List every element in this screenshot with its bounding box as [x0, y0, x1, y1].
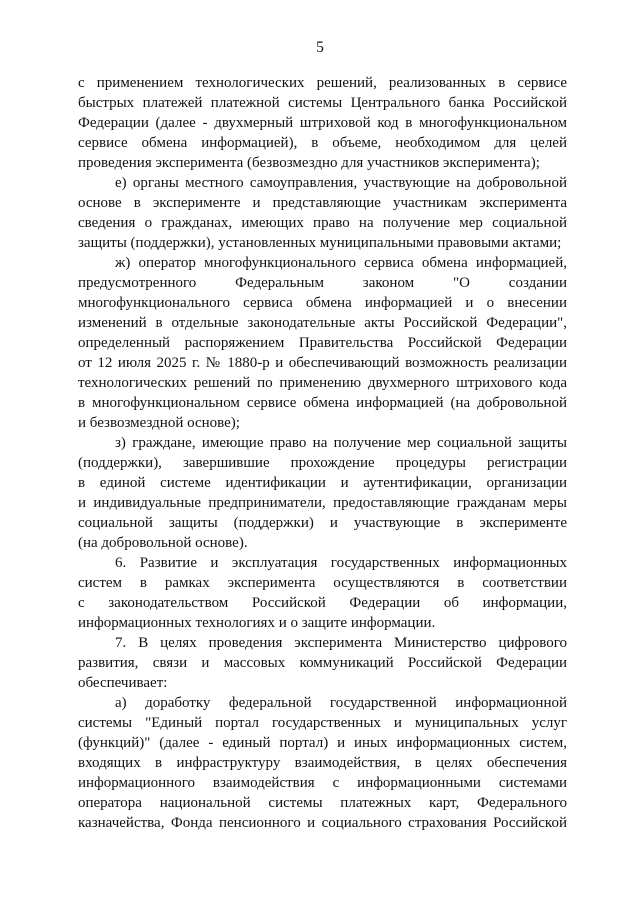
- text-line: обеспечивает:: [78, 675, 168, 691]
- text-line: проведения эксперимента (безвозмездно для участников эксперимента);: [78, 155, 540, 171]
- text-line: изменений в отдельные законодательные акты Российской Федерации",: [78, 315, 567, 331]
- text-line: предусмотренного Федеральным законом "О создании: [78, 275, 567, 291]
- text-line: ж) оператор многофункционального сервиса обмена информацией,: [115, 255, 567, 271]
- text-line: оператора национальной системы платежных карт, Федерального: [78, 795, 567, 811]
- text-line: быстрых платежей платежной системы Центрального банка Российской: [78, 95, 567, 111]
- text-line: развития, связи и массовых коммуникаций Российской Федерации: [78, 655, 567, 671]
- text-line: многофункционального сервиса обмена информацией и о внесении: [78, 295, 567, 311]
- text-line: систем в рамках эксперимента осуществляются в соответствии: [78, 575, 567, 591]
- text-line: основе в эксперименте и представляющие участникам эксперимента: [78, 195, 567, 211]
- paragraph: [78, 253, 567, 433]
- text-line: социальной защиты (поддержки) и участвующие в эксперименте: [78, 515, 567, 531]
- text-line: информационного взаимодействия с информационными системами: [78, 775, 567, 791]
- document-body: [78, 73, 567, 833]
- text-line: е) органы местного самоуправления, участвующие на добровольной: [115, 175, 567, 191]
- text-line: 7. В целях проведения эксперимента Министерство цифрового: [115, 635, 567, 651]
- text-line: казначейства, Фонда пенсионного и социального страхования Российской: [78, 815, 567, 831]
- paragraph: [78, 633, 567, 693]
- paragraph: [78, 173, 567, 253]
- text-line: сервисе обмена информацией), в объеме, необходимом для целей: [78, 135, 567, 151]
- paragraph: [78, 433, 567, 553]
- text-line: и индивидуальные предприниматели, предоставляющие гражданам меры: [78, 495, 567, 511]
- text-line: а) доработку федеральной государственной информационной: [115, 695, 567, 711]
- text-line: от 12 июля 2025 г. № 1880-р и обеспечивающий возможность реализации: [78, 355, 567, 371]
- paragraph: [78, 693, 567, 833]
- text-line: з) граждане, имеющие право на получение мер социальной защиты: [115, 435, 567, 451]
- paragraph: [78, 73, 567, 173]
- text-line: 6. Развитие и эксплуатация государственных информационных: [115, 555, 567, 571]
- text-line: защиты (поддержки), установленных муниципальными правовыми актами;: [78, 235, 562, 251]
- text-line: Федерации (далее - двухмерный штриховой код в многофункциональном: [78, 115, 567, 131]
- text-line: (на добровольной основе).: [78, 535, 248, 551]
- text-line: с законодательством Российской Федерации об информации,: [78, 595, 567, 611]
- text-line: технологических решений по применению двухмерного штрихового кода: [78, 375, 567, 391]
- text-line: с применением технологических решений, реализованных в сервисе: [78, 75, 567, 91]
- paragraph: [78, 553, 567, 633]
- text-line: определенный распоряжением Правительства Российской Федерации: [78, 335, 567, 351]
- text-line: в многофункциональном сервисе обмена информацией (на добровольной: [78, 395, 567, 411]
- text-line: (функций)" (далее - единый портал) и иных информационных систем,: [78, 735, 567, 751]
- text-line: (поддержки), завершившие прохождение процедуры регистрации: [78, 455, 567, 471]
- text-line: системы "Единый портал государственных и муниципальных услуг: [78, 715, 567, 731]
- text-line: информационных технологиях и о защите информации.: [78, 615, 436, 631]
- text-line: сведения о гражданах, имеющих право на получение мер социальной: [78, 215, 567, 231]
- text-line: и безвозмездной основе);: [78, 415, 240, 431]
- text-line: в единой системе идентификации и аутентификации, организации: [78, 475, 567, 491]
- page-number: 5: [316, 39, 324, 56]
- text-line: входящих в инфраструктуру взаимодействия, в целях обеспечения: [78, 755, 567, 771]
